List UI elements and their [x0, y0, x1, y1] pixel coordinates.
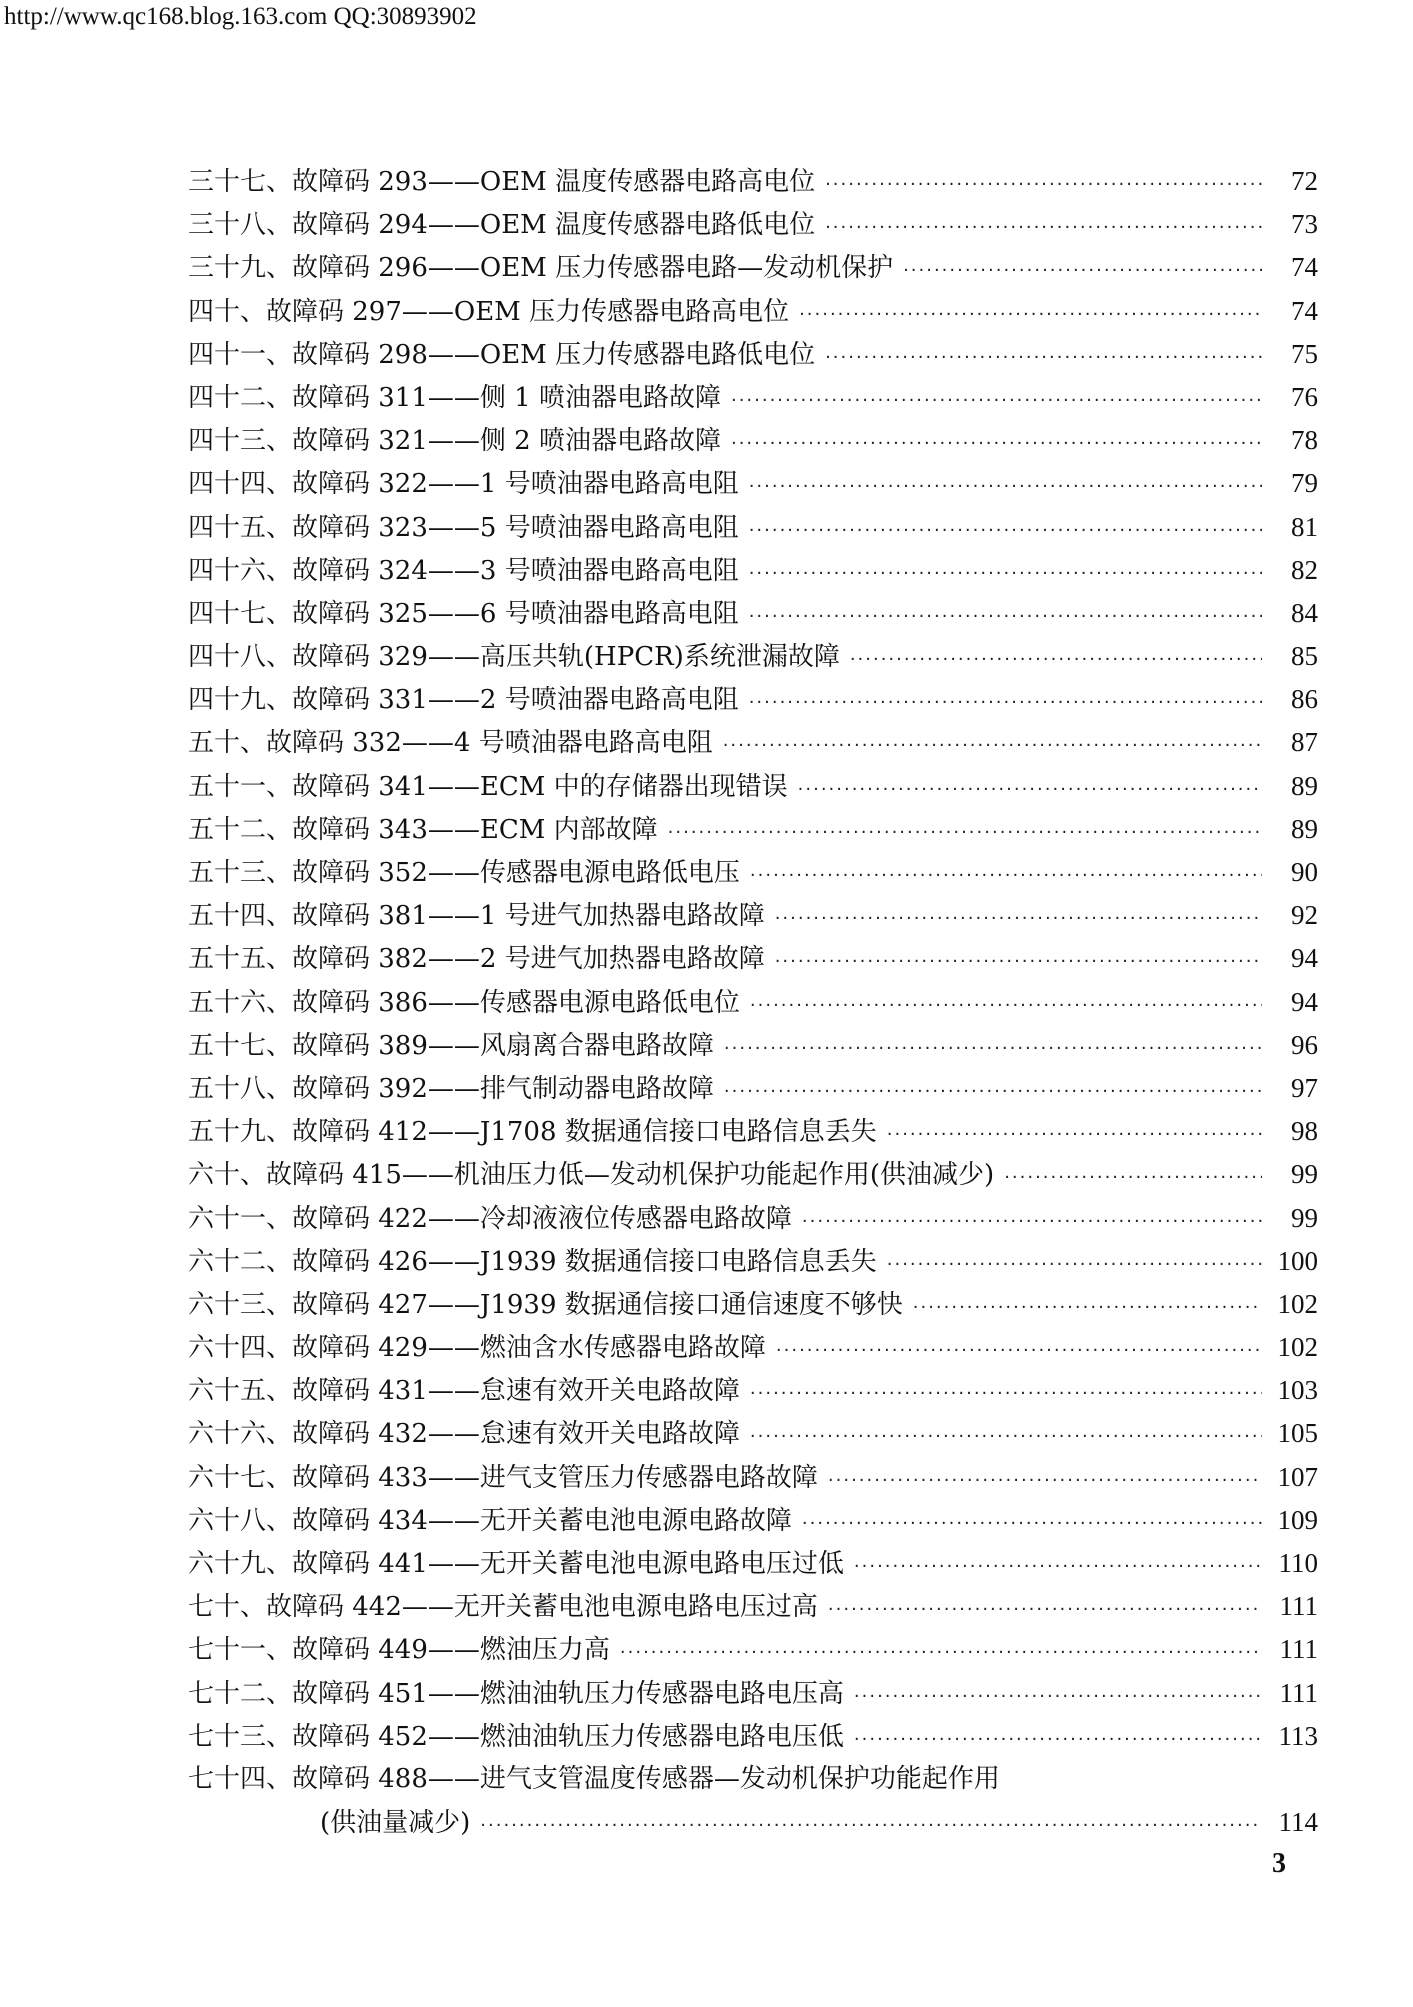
toc-entry	[188, 678, 1318, 721]
toc-entry-page: 107	[1277, 1461, 1318, 1492]
toc-leader-dots	[749, 552, 1262, 595]
toc-entry	[188, 851, 1318, 894]
toc-entry	[188, 1628, 1318, 1671]
toc-entry	[188, 333, 1318, 376]
toc-entry-page: 84	[1291, 597, 1318, 628]
toc-entry-title: 五十一、故障码 341——ECM 中的存储器出现错误	[188, 771, 788, 802]
toc-entry-title: 六十九、故障码 441——无开关蓄电池电源电路电压过低	[188, 1549, 844, 1579]
toc-leader-dots	[750, 1372, 1262, 1415]
toc-entry-title: 四十五、故障码 323——5 号喷油器电路高电阻	[188, 512, 739, 543]
toc-entry-title: 四十九、故障码 331——2 号喷油器电路高电阻	[188, 685, 739, 716]
toc-entry	[188, 981, 1318, 1024]
toc-entry-title: 四十六、故障码 324——3 号喷油器电路高电阻	[188, 555, 739, 586]
toc-entry-page: 72	[1291, 166, 1318, 196]
toc-entry-page: 73	[1291, 209, 1318, 240]
toc-entry-title: 七十二、故障码 451——燃油油轨压力传感器电路电压高	[188, 1678, 844, 1709]
toc-entry-page: 109	[1277, 1504, 1318, 1535]
toc-entry-page: 76	[1291, 381, 1318, 412]
toc-entry	[188, 290, 1318, 333]
toc-leader-dots	[828, 1588, 1262, 1631]
toc-entry-page: 111	[1279, 1634, 1318, 1665]
toc-entry-page: 99	[1291, 1202, 1318, 1233]
toc-entry-title: 四十、故障码 297——OEM 压力传感器电路高电位	[188, 296, 790, 327]
toc-entry-title: 五十、故障码 332——4 号喷油器电路高电阻	[188, 728, 713, 759]
toc-entry	[188, 506, 1318, 549]
toc-entry-title: 五十三、故障码 352——传感器电源电路低电压	[188, 858, 740, 888]
toc-leader-dots	[825, 163, 1262, 206]
toc-entry-page: 75	[1291, 338, 1318, 369]
toc-leader-dots	[731, 379, 1262, 422]
toc-entry-page: 90	[1291, 857, 1318, 887]
toc-entry-title: 四十一、故障码 298——OEM 压力传感器电路低电位	[188, 339, 816, 370]
toc-entry	[188, 376, 1318, 419]
toc-entry-title: 六十一、故障码 422——冷却液液位传感器电路故障	[188, 1203, 792, 1234]
toc-entry	[188, 246, 1318, 289]
toc-entry	[188, 1412, 1318, 1455]
toc-entry	[188, 160, 1318, 203]
toc-entry-page: 79	[1291, 468, 1318, 499]
toc-leader-dots	[828, 1459, 1262, 1502]
toc-entry	[188, 937, 1318, 980]
toc-leader-dots	[1004, 1156, 1262, 1199]
toc-entry-page: 103	[1277, 1375, 1318, 1406]
toc-entry-title: 四十二、故障码 311——侧 1 喷油器电路故障	[188, 382, 721, 413]
toc-leader-dots	[775, 897, 1262, 940]
toc-entry	[188, 1758, 1318, 1801]
toc-entry-title: 六十六、故障码 432——怠速有效开关电路故障	[188, 1419, 740, 1450]
toc-entry-title: 四十八、故障码 329——高压共轨(HPCR)系统泄漏故障	[188, 642, 840, 673]
toc-entry	[188, 765, 1318, 808]
toc-leader-dots	[480, 1804, 1262, 1847]
toc-entry-page: 78	[1291, 425, 1318, 456]
toc-entry-title: 五十八、故障码 392——排气制动器电路故障	[188, 1073, 714, 1104]
toc-entry-page: 114	[1278, 1807, 1318, 1838]
toc-entry-page: 86	[1291, 684, 1318, 715]
toc-entry	[188, 635, 1318, 678]
toc-entry	[188, 1067, 1318, 1110]
toc-entry-title: 七十三、故障码 452——燃油油轨压力传感器电路电压低	[188, 1721, 844, 1752]
toc-entry-title: 五十五、故障码 382——2 号进气加热器电路故障	[188, 944, 765, 975]
toc-leader-dots	[887, 1113, 1262, 1156]
toc-entry	[188, 1456, 1318, 1499]
toc-entry-title: 七十、故障码 442——无开关蓄电池电源电路电压过高	[188, 1592, 818, 1623]
toc-leader-dots	[668, 811, 1262, 854]
toc-entry-title: 五十二、故障码 343——ECM 内部故障	[188, 814, 658, 845]
toc-entry-page: 105	[1277, 1418, 1318, 1449]
toc-leader-dots	[749, 465, 1262, 508]
toc-entry	[188, 462, 1318, 505]
toc-entry-page: 81	[1291, 511, 1318, 542]
toc-entry-page: 89	[1291, 770, 1318, 801]
toc-entry	[188, 721, 1318, 764]
toc-entry	[188, 1542, 1318, 1585]
toc-leader-dots	[799, 293, 1262, 336]
toc-leader-dots	[620, 1631, 1262, 1674]
toc-entry	[188, 1024, 1318, 1067]
toc-leader-dots	[724, 1027, 1262, 1070]
toc-entry	[188, 1197, 1318, 1240]
toc-leader-dots	[776, 1329, 1262, 1372]
toc-entry	[188, 1369, 1318, 1412]
toc-entry-title: 六十、故障码 415——机油压力低—发动机保护功能起作用(供油减少)	[188, 1160, 995, 1191]
toc-entry-page: 99	[1291, 1159, 1318, 1190]
toc-entry-page: 113	[1278, 1720, 1318, 1751]
toc-entry-page: 74	[1291, 295, 1318, 326]
toc-entry-page: 98	[1291, 1116, 1318, 1147]
toc-entry-page: 100	[1277, 1245, 1318, 1276]
toc-entry	[188, 1585, 1318, 1628]
toc-entry-title: 五十七、故障码 389——风扇离合器电路故障	[188, 1030, 714, 1061]
toc-entry	[188, 1283, 1318, 1326]
toc-entry-title: 三十七、故障码 293——OEM 温度传感器电路高电位	[188, 167, 816, 197]
toc-entry	[188, 808, 1318, 851]
toc-leader-dots	[802, 1200, 1262, 1243]
toc-entry	[188, 1153, 1318, 1196]
toc-entry-title: 四十三、故障码 321——侧 2 喷油器电路故障	[188, 426, 721, 457]
toc-leader-dots	[850, 638, 1262, 681]
toc-entry-page: 111	[1279, 1677, 1318, 1708]
toc-entry-title: 六十三、故障码 427——J1939 数据通信接口通信速度不够快	[188, 1289, 903, 1320]
toc-leader-dots	[723, 724, 1262, 767]
toc-leader-dots	[749, 595, 1262, 638]
toc-leader-dots	[775, 940, 1262, 983]
toc-entry	[188, 419, 1318, 462]
toc-leader-dots	[854, 1675, 1262, 1718]
toc-leader-dots	[802, 1502, 1262, 1545]
toc-entry-page: 102	[1277, 1288, 1318, 1319]
page-header-url: http://www.qc168.blog.163.com QQ:30893902	[4, 3, 477, 30]
toc-entry	[188, 549, 1318, 592]
toc-leader-dots	[750, 984, 1262, 1027]
toc-leader-dots	[731, 422, 1262, 465]
toc-entry-title: 六十五、故障码 431——怠速有效开关电路故障	[188, 1376, 740, 1407]
toc-entry	[188, 1672, 1318, 1715]
toc-leader-dots	[854, 1718, 1262, 1761]
toc-leader-dots	[749, 681, 1262, 724]
toc-entry-title: 三十八、故障码 294——OEM 温度传感器电路低电位	[188, 210, 816, 241]
toc-entry-title: 六十四、故障码 429——燃油含水传感器电路故障	[188, 1333, 766, 1364]
toc-entry	[188, 203, 1318, 246]
toc-entry-title: 五十九、故障码 412——J1708 数据通信接口电路信息丢失	[188, 1117, 877, 1148]
page-number: 3	[1272, 1848, 1286, 1879]
toc-entry-page: 94	[1291, 943, 1318, 974]
toc-entry-title: 六十七、故障码 433——进气支管压力传感器电路故障	[188, 1462, 818, 1493]
toc-entry-title: 四十四、故障码 322——1 号喷油器电路高电阻	[188, 469, 739, 500]
toc-leader-dots	[854, 1545, 1262, 1588]
toc-entry	[188, 1801, 1318, 1844]
toc-leader-dots	[903, 249, 1262, 292]
toc-entry-page: 85	[1291, 641, 1318, 672]
toc-entry-title: 七十四、故障码 488——进气支管温度传感器—发动机保护功能起作用	[188, 1763, 1000, 1794]
toc-entry-title: 六十二、故障码 426——J1939 数据通信接口电路信息丢失	[188, 1246, 877, 1277]
toc-leader-dots	[887, 1243, 1262, 1286]
toc-entry-page: 87	[1291, 727, 1318, 758]
toc-leader-dots	[750, 854, 1262, 897]
toc-entry-page: 110	[1278, 1548, 1318, 1578]
toc-entry-title: 四十七、故障码 325——6 号喷油器电路高电阻	[188, 598, 739, 629]
toc-leader-dots	[913, 1286, 1262, 1329]
toc-entry	[188, 1326, 1318, 1369]
toc-entry-title: 六十八、故障码 434——无开关蓄电池电源电路故障	[188, 1505, 792, 1536]
toc-entry	[188, 1715, 1318, 1758]
toc-leader-dots	[825, 206, 1262, 249]
toc-entry-page: 111	[1279, 1591, 1318, 1622]
toc-entry-title: 三十九、故障码 296——OEM 压力传感器电路—发动机保护	[188, 253, 894, 284]
toc-entry-page: 82	[1291, 554, 1318, 585]
toc-leader-dots	[825, 336, 1262, 379]
toc-entry-page: 74	[1291, 252, 1318, 283]
toc-leader-dots	[750, 1415, 1262, 1458]
toc-entry-page: 94	[1291, 986, 1318, 1017]
toc-entry	[188, 1499, 1318, 1542]
toc-entry	[188, 592, 1318, 635]
toc-entry-title: (供油量减少)	[320, 1808, 471, 1839]
toc-entry-page: 96	[1291, 1029, 1318, 1060]
toc-entry	[188, 1110, 1318, 1153]
toc-leader-dots	[724, 1070, 1262, 1113]
toc-entry-page: 89	[1291, 813, 1318, 844]
toc-entry-page: 102	[1277, 1332, 1318, 1363]
table-of-contents	[188, 160, 1318, 1844]
toc-entry	[188, 1240, 1318, 1283]
toc-entry-title: 七十一、故障码 449——燃油压力高	[188, 1635, 610, 1666]
toc-entry-page: 92	[1291, 900, 1318, 931]
toc-leader-dots	[749, 509, 1262, 552]
toc-entry-title: 五十四、故障码 381——1 号进气加热器电路故障	[188, 901, 765, 932]
toc-entry-page: 97	[1291, 1072, 1318, 1103]
toc-entry	[188, 894, 1318, 937]
toc-leader-dots	[798, 768, 1262, 811]
toc-entry-title: 五十六、故障码 386——传感器电源电路低电位	[188, 987, 740, 1018]
